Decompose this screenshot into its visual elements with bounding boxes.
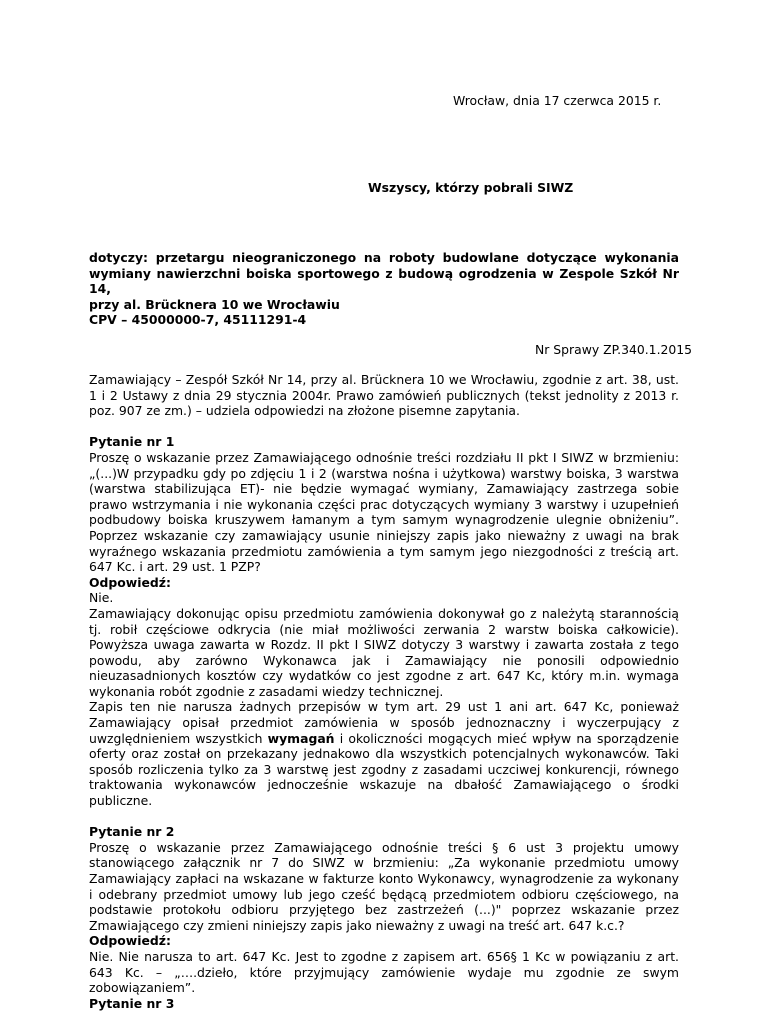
subject-line-2: wymiany nawierzchni boiska sportowego z budową ogrodzenia w Zespole Szkół Nr 14, (89, 265, 679, 297)
answer-1-p2-after: i okoliczności mogących mieć wpływ na sporządzenie oferty oraz został on przekazany jednakowo dla wszystkich potencjalnych wykonawców. Taki sposób rozliczenia tylko za 3 warstwę jest zgodny z zasadami uczciwej konkurencji, równego traktowania wykonawców jednocześnie wskazuje na dbałość Zamawiającego o środki publiczne. (89, 730, 679, 809)
subject-line-3: przy al. Brücknera 10 we Wrocławiu (89, 296, 340, 312)
answer-2-label: Odpowiedź: (89, 933, 171, 949)
answer-1-paragraph-1: Zamawiający dokonując opisu przedmiotu zamówienia dokonywał go z należytą starannością tj. robił częściowe odkrycia (nie miał możliwości zerwania 2 warstw boiska całkowicie). Powyższa uwaga zawarta w Rozdz. II pkt I SIWZ dotyczy 3 warstwy i zawarta została z tego powodu, aby zarówno Wykonawca jak i Zamawiający nie ponosili odpowiednio nieuzasadnionych kosztów czy wydatków co jest zgodne z art. 647 Kc, który m.in. wymaga wykonania robót zgodnie z zasadami wiedzy technicznej. (89, 605, 679, 699)
answer-1-p2-before: Zapis ten nie narusza żadnych przepisów w tym art. 29 ust 1 ani art. 647 Kc, ponieważ Zamawiający opisał przedmiot zamówienia w sposób jednoznaczny i wyczerpujący z uwzględnieniem wszystkich (89, 699, 679, 746)
question-2-text: Proszę o wskazanie przez Zamawiającego odnośnie treści § 6 ust 3 projektu umowy stanowiącego załącznik nr 7 do SIWZ w brzmieniu: „Za wykonanie przedmiotu umowy Zamawiający zapłaci na wskazane w fakturze konto Wykonawcy, wynagrodzenie za wykonany i odebrany przedmiot umowy lub jego cześć będącą przedmiotem odbioru częściowego, na podstawie protokołu odbioru przyjętego bez zastrzeżeń (...)" poprzez wskazanie przez Zmawiającego czy zmieni niniejszy zapis jako nieważny z uwagi na treść art. 647 k.c.? (89, 839, 679, 933)
date-line: Wrocław, dnia 17 czerwca 2015 r. (453, 93, 662, 108)
subject-block (89, 250, 679, 328)
answer-1-short: Nie. (89, 590, 114, 606)
question-3-title: Pytanie nr 3 (89, 995, 175, 1011)
case-number: Nr Sprawy ZP.340.1.2015 (535, 342, 693, 357)
question-1-text: Proszę o wskazanie przez Zamawiającego odnośnie treści rozdziału II pkt I SIWZ w brzmieniu: „(...)W przypadku gdy po zdjęciu 1 i 2 (warstwa nośna i użytkowa) warstwy boiska, 3 warstwa (warstwa stabilizująca ET)- nie będzie wymagać wymiany, Zamawiający zastrzega sobie prawo wstrzymania i nie wykonania części prac dotyczących wymiany 3 warstwy i uzupełnień podbudowy boiska kruszywem łamanym a tym samym wynagrodzenie ulegnie obniżeniu”. Poprzez wskazanie czy zamawiający usunie niniejszy zapis jako nieważny z uwagi na brak wyraźnego wskazania przedmiotu zamówienia a tym samym jego niezgodności z treścią art. 647 Kc. i art. 29 ust. 1 PZP? (89, 449, 679, 575)
addressee: Wszyscy, którzy pobrali SIWZ (368, 180, 574, 195)
question-1-title: Pytanie nr 1 (89, 434, 175, 450)
document-body (89, 372, 679, 1011)
answer-1-p2-bold: wymagań (267, 730, 335, 746)
question-2-title: Pytanie nr 2 (89, 824, 175, 840)
answer-2-text: Nie. Nie narusza to art. 647 Kc. Jest to zgodne z zapisem art. 656§ 1 Kc w powiązaniu z art. 643 Kc. – „….dzieło, które przyjmujący zamówienie wydaje mu zgodnie ze swym zobowiązaniem”. (89, 948, 679, 996)
intro-paragraph: Zamawiający – Zespół Szkół Nr 14, przy al. Brücknera 10 we Wrocławiu, zgodnie z art. 38, ust. 1 i 2 Ustawy z dnia 29 stycznia 2004r. Prawo zamówień publicznych (tekst jednolity z 2013 r. poz. 907 ze zm.) – udziela odpowiedzi na złożone pisemne zapytania. (89, 372, 679, 419)
subject-line-1: dotyczy: przetargu nieograniczonego na roboty budowlane dotyczące wykonania (89, 250, 679, 265)
subject-cpv: CPV – 45000000-7, 45111291-4 (89, 312, 307, 328)
answer-1-paragraph-2 (89, 699, 679, 808)
answer-1-label: Odpowiedź: (89, 574, 171, 590)
